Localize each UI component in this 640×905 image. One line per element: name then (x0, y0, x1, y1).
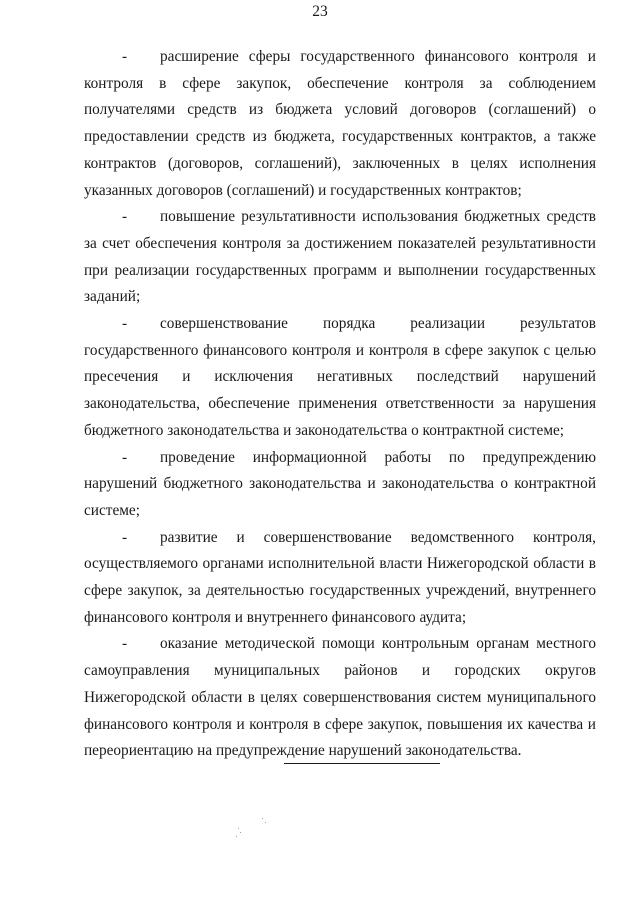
scan-speck (238, 828, 239, 829)
list-item-6 (84, 631, 596, 765)
list-item-text: расширение сферы государственного финансового контроля и контроля в сфере закупок, обеспечение контроля за соблюдением получателями средств из бюджета условий договоров (соглашений) о предоставлении средств из бюджета, государственных контрактов, а также контрактов (договоров, соглашений), заключенных в целях исполнения указанных договоров (соглашений) и государственных контрактов; (84, 48, 596, 199)
scan-speck (262, 818, 263, 819)
list-bullet: - (122, 528, 128, 546)
list-bullet: - (122, 48, 128, 65)
body-text (84, 44, 596, 765)
list-item-3 (84, 311, 596, 445)
scan-speck (240, 832, 241, 833)
list-bullet: - (122, 315, 128, 333)
list-item-1 (84, 44, 596, 204)
list-item-5 (84, 525, 596, 632)
scan-speck (265, 822, 266, 823)
list-bullet: - (122, 448, 128, 466)
list-item-text: оказание методической помощи контрольным органам местного самоуправления муниципальных районов и городских округов Нижегородской области в целях совершенствования систем муниципального финансового контроля и контроля в сфере закупок, повышения их качества и переориентацию на предупреждение нарушений законодательства. (84, 635, 596, 760)
scan-speck (236, 836, 237, 837)
list-bullet: - (122, 208, 128, 226)
list-item-text: повышение результативности использования бюджетных средств за счет обеспечения контроля за достижением показателей результативности при реализации государственных программ и выполнении государственных заданий; (84, 208, 596, 306)
page-number: 23 (312, 3, 328, 20)
closing-rule (284, 763, 440, 764)
list-bullet: - (122, 635, 128, 653)
list-item-2 (84, 204, 596, 311)
list-item-text: проведение информационной работы по предупреждению нарушений бюджетного законодательства и законодательства о контрактной системе; (84, 448, 596, 519)
list-item-4 (84, 445, 596, 525)
list-item-text: развитие и совершенствование ведомственного контроля, осуществляемого органами исполнительной власти Нижегородской области в сфере закупок, за деятельностью государственных учреждений, внутреннего финансового контроля и внутреннего финансового аудита; (84, 528, 596, 626)
list-item-text: совершенствование порядка реализации результатов государственного финансового контроля и контроля в сфере закупок с целью пресечения и исключения негативных последствий нарушений законодательства, обеспечение применения ответственности за нарушения бюджетного законодательства и законодательства о контрактной системе; (84, 315, 596, 439)
